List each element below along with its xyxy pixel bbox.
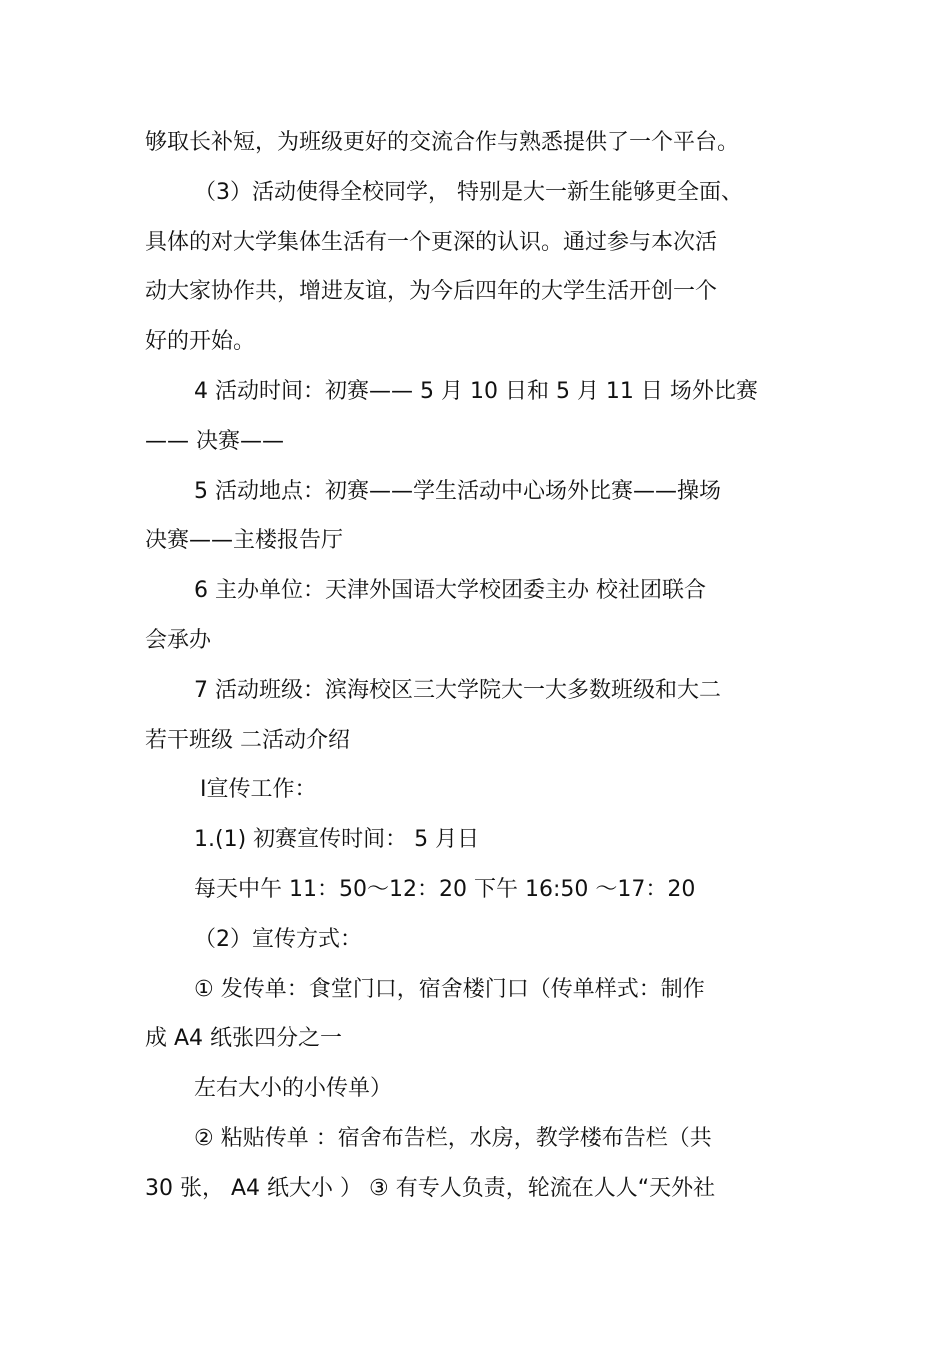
text-line: 成 A4 纸张四分之一 — [145, 1026, 343, 1051]
text-line: 决赛——主楼报告厅 — [145, 528, 344, 553]
text-line: 具体的对大学集体生活有一个更深的认识。通过参与本次活 — [145, 230, 718, 255]
text-line: —— 决赛—— — [145, 429, 284, 454]
text-line: 4 活动时间：初赛—— 5 月 10 日和 5 月 11 日 场外比赛 — [194, 379, 758, 404]
text-line: 30 张， A4 纸大小 ） ③ 有专人负责，轮流在人人“天外社 — [145, 1176, 716, 1201]
text-line: 每天中午 11：50～12：20 下午 16:50 ～17：20 — [194, 877, 696, 902]
text-line: 动大家协作共，增进友谊，为今后四年的大学生活开创一个 — [145, 279, 718, 304]
text-line: 7 活动班级：滨海校区三大学院大一大多数班级和大二 — [194, 678, 721, 703]
text-line: 6 主办单位：天津外国语大学校团委主办 校社团联合 — [194, 578, 706, 603]
text-line: 若干班级 二活动介绍 — [145, 728, 350, 753]
text-line: 够取长补短，为班级更好的交流合作与熟悉提供了一个平台。 — [145, 130, 740, 155]
text-line: ① 发传单：食堂门口，宿舍楼门口（传单样式：制作 — [194, 977, 705, 1002]
text-line: 好的开始。 — [145, 329, 256, 354]
text-line: 1.(1) 初赛宣传时间： 5 月日 — [194, 827, 480, 852]
text-line: ② 粘贴传单 ：宿舍布告栏，水房，教学楼布告栏（共 — [194, 1126, 712, 1151]
text-line: （3）活动使得全校同学， 特别是大一新生能够更全面、 — [194, 180, 743, 205]
text-line: 会承办 — [145, 628, 212, 653]
text-line: 5 活动地点：初赛——学生活动中心场外比赛——操场 — [194, 479, 721, 504]
text-line: （2）宣传方式： — [194, 927, 362, 952]
text-line: Ⅰ宣传工作： — [200, 777, 317, 802]
text-line: 左右大小的小传单） — [194, 1076, 393, 1101]
